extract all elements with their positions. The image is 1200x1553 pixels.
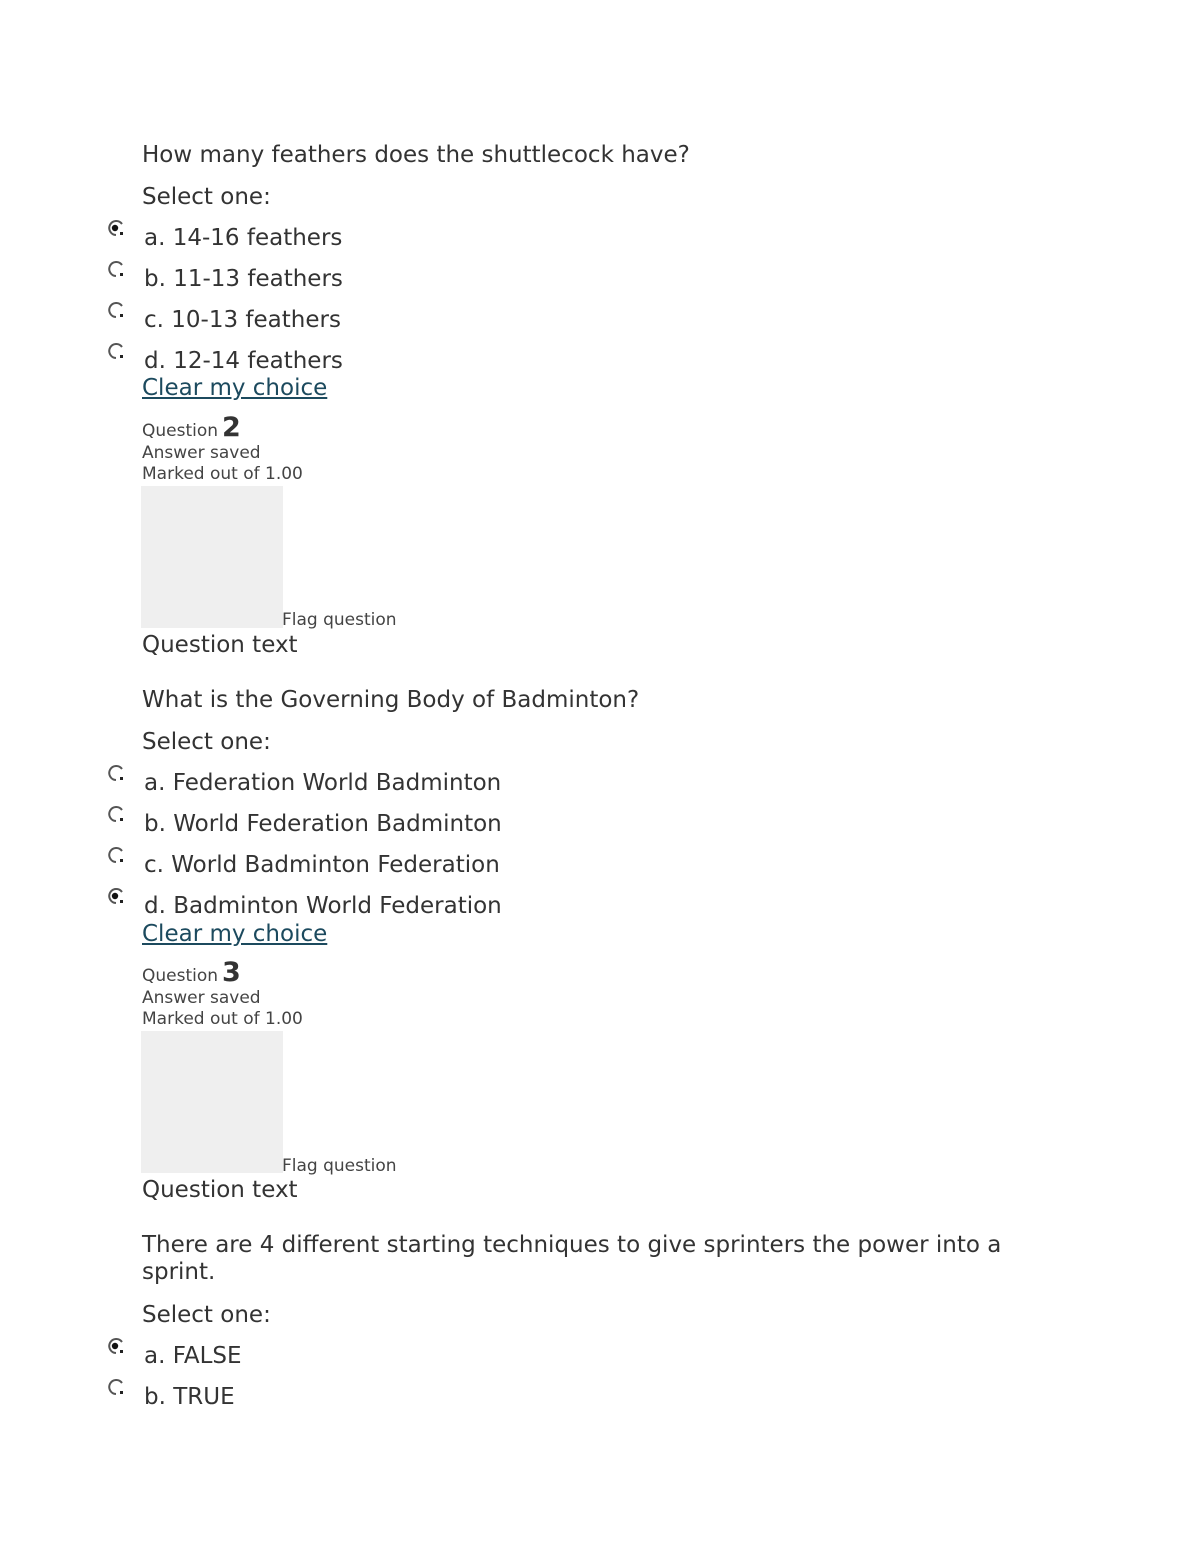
q3-option-label[interactable]: b. TRUE [144,1384,235,1410]
q2-flag-icon[interactable] [141,486,283,628]
q2-option-radio[interactable] [106,763,126,783]
q1-option-label[interactable]: b. 11-13 feathers [144,266,343,292]
q3-option-label[interactable]: a. FALSE [144,1343,242,1369]
q3-flag-question-link[interactable]: Flag question [282,1156,397,1176]
q2-flag-question-link[interactable]: Flag question [282,610,397,630]
radio-tick [120,1350,123,1353]
q3-option-radio[interactable] [106,1336,126,1356]
q3-text: There are 4 different starting techniques to give sprinters the power into a sprint. [142,1232,1002,1285]
radio-selected-dot [112,893,118,899]
q1-option-label[interactable]: a. 14-16 feathers [144,225,343,251]
q3-question-number: 3 [222,957,241,988]
radio-selected-dot [112,225,118,231]
q2-option-radio[interactable] [106,886,126,906]
q1-option-label[interactable]: c. 10-13 feathers [144,307,341,333]
q1-option-label[interactable]: d. 12-14 feathers [144,348,343,374]
radio-tick [120,314,123,317]
radio-tick [120,273,123,276]
q2-option-radio[interactable] [106,845,126,865]
q2-number-heading [142,412,241,443]
radio-selected-dot [112,1343,118,1349]
q2-option-label[interactable]: b. World Federation Badminton [144,811,502,837]
q1-text: How many feathers does the shuttlecock have? [142,142,690,168]
radio-tick [120,818,123,821]
radio-tick [120,859,123,862]
q2-option-label[interactable]: a. Federation World Badminton [144,770,502,796]
q3-marks: Marked out of 1.00 [142,1009,303,1029]
q1-option-radio[interactable] [106,259,126,279]
q3-option-radio[interactable] [106,1377,126,1397]
q2-question-prefix: Question [142,421,219,441]
q2-option-label[interactable]: c. World Badminton Federation [144,852,500,878]
q1-option-radio[interactable] [106,300,126,320]
q1-option-radio[interactable] [106,218,126,238]
q3-flag-icon[interactable] [141,1031,283,1173]
q2-question-text-label: Question text [142,632,298,658]
q3-number-heading [142,957,241,988]
radio-tick [120,777,123,780]
q2-option-radio[interactable] [106,804,126,824]
radio-tick [120,1391,123,1394]
q1-select-label: Select one: [142,184,271,210]
q1-clear-choice-link[interactable]: Clear my choice [142,375,328,401]
radio-tick [120,232,123,235]
q3-status: Answer saved [142,988,261,1008]
q2-status: Answer saved [142,443,261,463]
q2-question-number: 2 [222,412,241,443]
q1-option-radio[interactable] [106,341,126,361]
q2-marks: Marked out of 1.00 [142,464,303,484]
radio-tick [120,355,123,358]
q3-question-prefix: Question [142,966,219,986]
q2-text: What is the Governing Body of Badminton? [142,687,640,713]
q2-option-label[interactable]: d. Badminton World Federation [144,893,502,919]
q2-clear-choice-link[interactable]: Clear my choice [142,921,328,947]
q2-select-label: Select one: [142,729,271,755]
q3-select-label: Select one: [142,1302,271,1328]
q3-question-text-label: Question text [142,1177,298,1203]
radio-tick [120,900,123,903]
